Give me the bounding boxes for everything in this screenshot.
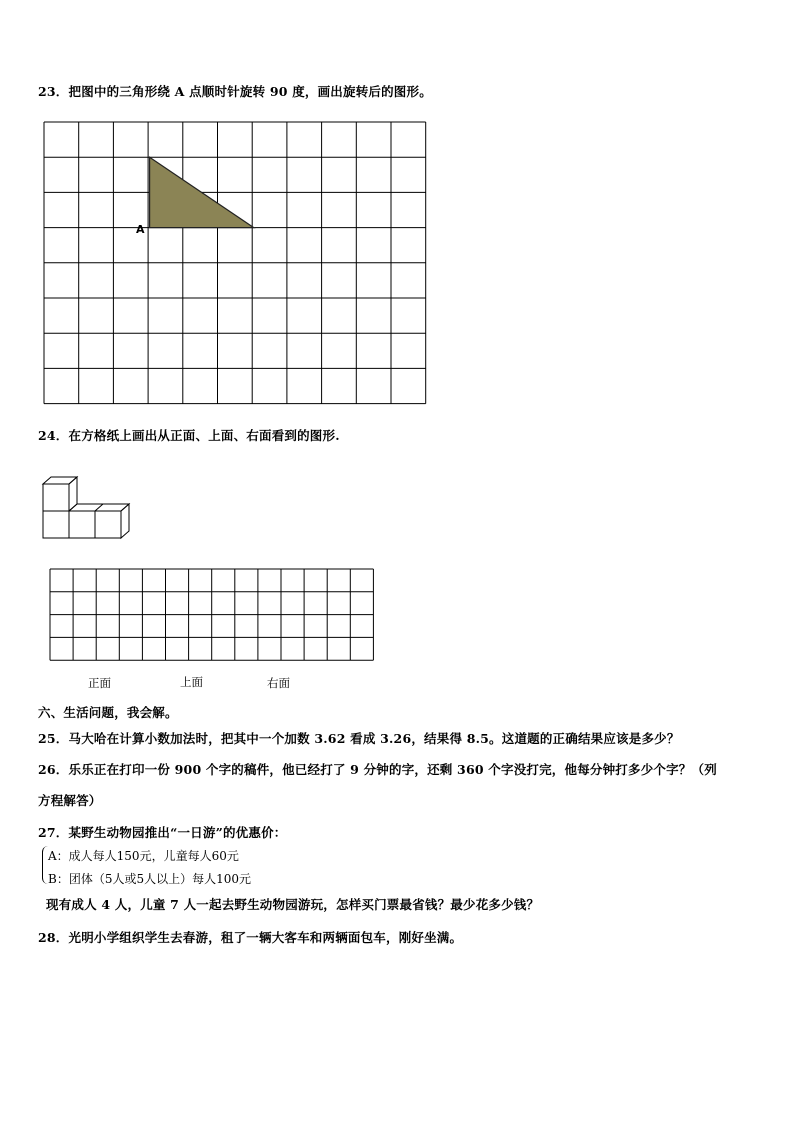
- option-b: B：团体（5人或5人以上）每人100元: [48, 872, 251, 886]
- point-a-label: A: [136, 223, 145, 236]
- option-a: A：成人每人150元，儿童每人60元: [48, 849, 239, 863]
- question-26-line-1: 26．乐乐正在打印一份 900 个字的稿件，他已经打了 9 分钟的字，还剩 360 个字没打完，他每分钟打多少个字？（列: [38, 762, 717, 777]
- square-grid: [44, 122, 426, 404]
- section-heading-6: 六、生活问题，我会解。: [38, 705, 178, 720]
- question-27: 27．某野生动物园推出“一日游”的优惠价：: [38, 825, 287, 840]
- front-view-label: 正面: [88, 676, 111, 690]
- view-drawing-grid: [50, 569, 373, 660]
- question-27-ask: 现有成人 4 人，儿童 7 人一起去野生动物园游玩，怎样买门票最省钱？最少花多少钱？: [46, 897, 540, 912]
- question-25: 25．马大哈在计算小数加法时，把其中一个加数 3.62 看成 3.26，结果得 8.5。这道题的正确结果应该是多少？: [38, 731, 680, 746]
- right-view-label: 右面: [267, 676, 290, 690]
- top-view-label: 上面: [180, 675, 203, 689]
- cube-stack-figure: [43, 477, 129, 538]
- question-23: 23．把图中的三角形绕 A 点顺时针旋转 90 度，画出旋转后的图形。: [38, 84, 432, 99]
- question-24: 24．在方格纸上画出从正面、上面、右面看到的图形.: [38, 428, 340, 443]
- question-28: 28．光明小学组织学生去春游，租了一辆大客车和两辆面包车，刚好坐满。: [38, 930, 463, 945]
- question-26-line-2: 方程解答）: [38, 793, 102, 808]
- triangle-shape: [150, 157, 254, 227]
